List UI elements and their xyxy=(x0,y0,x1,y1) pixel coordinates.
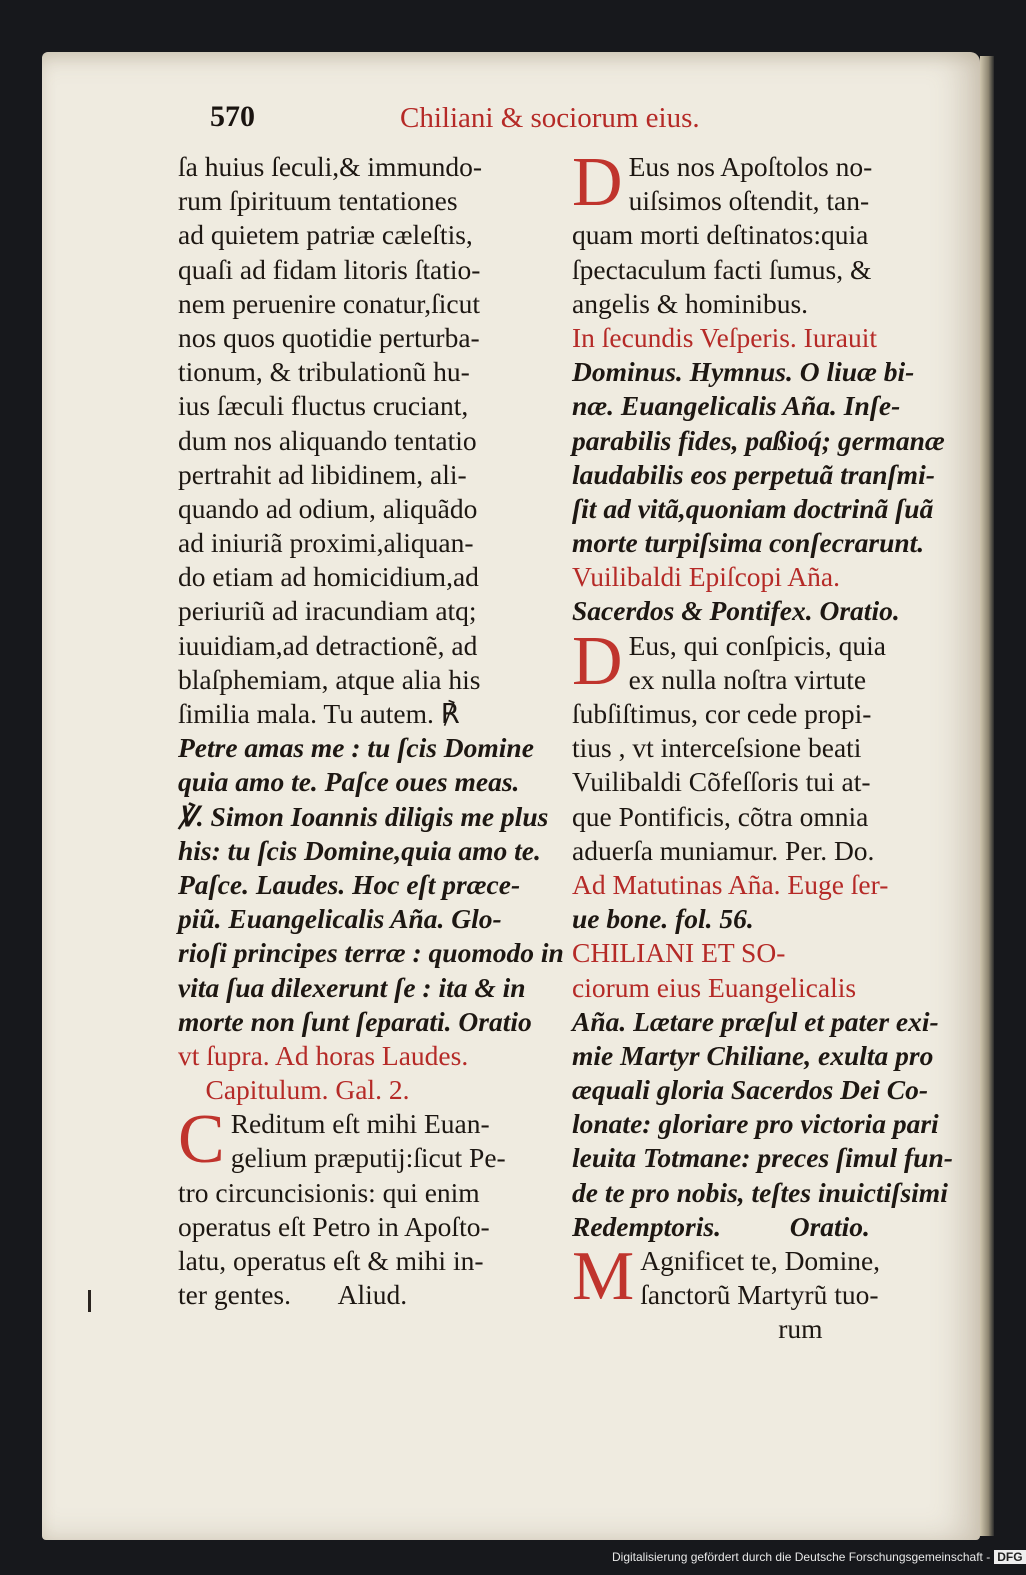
text-line: morte turpiſsima conſecrarunt. xyxy=(572,527,925,559)
text-line: Petre amas me : tu ſcis Domine xyxy=(178,732,534,764)
text-line: vita ſua dilexerunt ſe : ita & in xyxy=(178,971,526,1003)
right-column xyxy=(572,144,962,1347)
text-line: vt ſupra. Ad horas Laudes. xyxy=(178,1039,469,1071)
drop-initial: D xyxy=(572,622,623,700)
text-line: nos quos quotidie perturba- xyxy=(178,321,480,353)
text-line: que Pontificis, cõtra omnia xyxy=(572,800,869,832)
text-line: dum nos aliquando tentatio xyxy=(178,424,477,456)
text-line: Redemptoris. Oratio. xyxy=(572,1210,870,1242)
text-line: his: tu ſcis Domine,quia amo te. xyxy=(178,834,541,866)
text-line: Capitulum. Gal. 2. xyxy=(178,1074,410,1106)
drop-initial: M xyxy=(572,1238,635,1315)
page-number: 570 xyxy=(210,100,255,133)
text-line: gelium præputij:ſicut Pe- xyxy=(230,1142,506,1174)
text-line: ſimilia mala. Tu autem. ℟ xyxy=(178,698,460,729)
text-line: ſanctorũ Martyrũ tuo- xyxy=(640,1279,879,1311)
text-line: tius , vt interceſsione beati xyxy=(572,732,862,764)
text-line: morte non ſunt ſeparati. Oratio xyxy=(178,1005,532,1037)
running-title: Chiliani & sociorum eius. xyxy=(400,102,700,134)
text-line: ad iniuriã proximi,aliquan- xyxy=(178,527,474,559)
text-line: uiſsimos oſtendit, tan- xyxy=(628,185,870,217)
text-line: Aña. Lætare præſul et pater exi- xyxy=(572,1005,939,1037)
text-line: Dominus. Hymnus. O liuæ bi- xyxy=(572,356,915,388)
text-line: quaſi ad fidam litoris ſtatio- xyxy=(178,253,481,285)
text-line: Sacerdos & Pontifex. Oratio. xyxy=(572,595,900,627)
dfg-logo: DFG xyxy=(994,1550,1025,1564)
text-line: quam morti deſtinatos:quia xyxy=(572,219,869,251)
text-line: operatus eſt Petro in Apoſto- xyxy=(178,1210,490,1242)
text-line: quia amo te. Paſce oues meas. xyxy=(178,766,520,798)
text-line: iuuidiam,ad detractionẽ, ad xyxy=(178,629,478,661)
drop-initial: D xyxy=(572,144,623,221)
text-line: ſit ad vitã,quoniam doctrinã ſuã xyxy=(572,492,934,524)
text-line: ℣. Simon Ioannis diligis me plus xyxy=(178,800,549,832)
drop-initial: C xyxy=(178,1101,225,1179)
text-line: quando ad odium, aliquãdo xyxy=(178,492,478,524)
footer-credit xyxy=(612,1550,1023,1570)
text-line: ex nulla noſtra virtute xyxy=(628,663,867,695)
text-line: de te pro nobis, teſtes inuictiſsimi xyxy=(572,1176,948,1208)
text-line: ad quietem patriæ cæleſtis, xyxy=(178,219,473,251)
text-line: do etiam ad homicidium,ad xyxy=(178,561,479,593)
text-line: rum xyxy=(572,1313,823,1345)
text-line: Vuilibaldi Cõfeſſoris tui at- xyxy=(572,766,871,798)
text-line: blaſphemiam, atque alia his xyxy=(178,663,481,695)
text-line: tro circuncisionis: qui enim xyxy=(178,1176,480,1208)
text-line: rum ſpirituum tentationes xyxy=(178,185,458,217)
text-line: In ſecundis Veſperis. Iurauit xyxy=(572,321,877,353)
text-line: ſubſiſtimus, cor cede propi- xyxy=(572,698,872,729)
footer-text: Digitalisierung gefördert durch die Deutsche Forschungsgemeinschaft - xyxy=(612,1550,991,1564)
text-line: tionum, & tribulationũ hu- xyxy=(178,356,470,388)
text-line: piũ. Euangelicalis Aña. Glo- xyxy=(178,903,502,935)
text-line: aduerſa muniamur. Per. Do. xyxy=(572,834,875,866)
text-line: pertrahit ad libidinem, ali- xyxy=(178,458,467,490)
text-line: laudabilis eos perpetuã tranſmi- xyxy=(572,458,935,490)
text-line: ter gentes. Aliud. xyxy=(178,1279,408,1311)
text-line: Eus, qui conſpicis, quia xyxy=(628,629,886,661)
text-line: ius ſæculi fluctus cruciant, xyxy=(178,390,469,422)
text-line: rioſi principes terræ : quomodo in xyxy=(178,937,564,969)
text-line: ciorum eius Euangelicalis xyxy=(572,971,857,1003)
text-line: periuriũ ad iracundiam atq; xyxy=(178,595,477,627)
text-line: næ. Euangelicalis Aña. Inſe- xyxy=(572,390,901,422)
text-line: Eus nos Apoſtolos no- xyxy=(628,151,873,182)
page-edge xyxy=(980,56,994,1536)
text-line: ſpectaculum facti ſumus, & xyxy=(572,253,872,285)
text-line: latu, operatus eſt & mihi in- xyxy=(178,1245,484,1276)
text-line: æquali gloria Sacerdos Dei Co- xyxy=(572,1074,928,1106)
text-line: ue bone. fol. 56. xyxy=(572,903,754,935)
margin-mark xyxy=(88,1290,91,1312)
text-line: Reditum eſt mihi Euan- xyxy=(230,1108,490,1140)
left-column xyxy=(178,150,570,1312)
text-line: lonate: gloriare pro victoria pari xyxy=(572,1108,939,1140)
text-line: Paſce. Laudes. Hoc eſt præce- xyxy=(178,868,521,900)
text-line: Vuilibaldi Epiſcopi Aña. xyxy=(572,561,840,593)
text-line: ſa huius ſeculi,& immundo- xyxy=(178,151,482,182)
text-line: leuita Totmane: preces ſimul fun- xyxy=(572,1142,953,1174)
text-line: Ad Matutinas Aña. Euge ſer- xyxy=(572,868,889,900)
text-line: nem peruenire conatur,ſicut xyxy=(178,287,481,319)
text-line: Agnificet te, Domine, xyxy=(640,1245,881,1276)
text-line: CHILIANI ET SO- xyxy=(572,937,786,969)
page-header xyxy=(210,100,770,140)
text-line: mie Martyr Chiliane, exulta pro xyxy=(572,1039,934,1071)
text-line: angelis & hominibus. xyxy=(572,287,809,319)
text-line: parabilis fides, paßioq́; germanæ xyxy=(572,424,945,456)
